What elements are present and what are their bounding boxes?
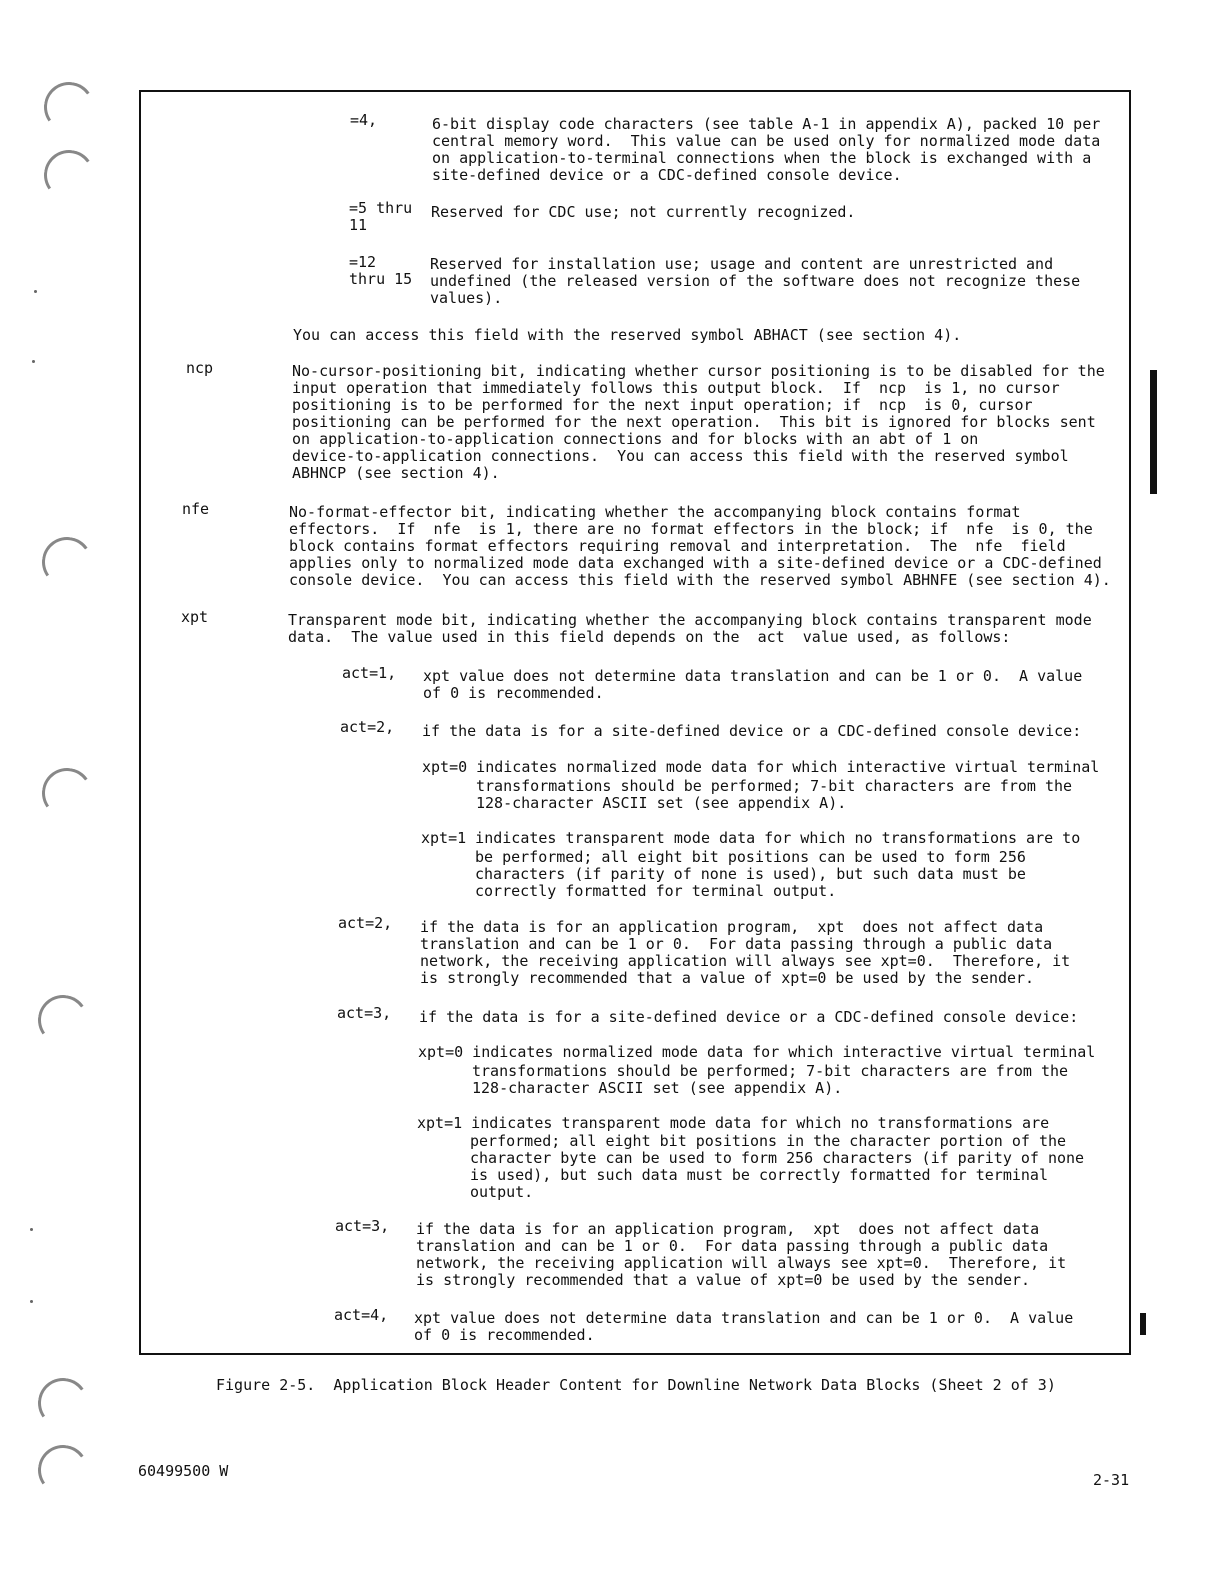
xpt-case-label: act=3, (337, 1004, 392, 1022)
text-line: Transparent mode bit, indicating whether the accompanying block contains transparent mode (288, 611, 1092, 629)
text-line: transformations should be performed; 7-bit characters are from the (472, 1062, 1069, 1080)
text-line: 128-character ASCII set (see appendix A). (476, 794, 847, 812)
text-line: applies only to normalized mode data exchanged with a site-defined device or a CDC-defined (289, 554, 1102, 572)
field-description-nfe (289, 504, 1111, 589)
text-line: be performed; all eight bit positions can be used to form 256 (475, 848, 1026, 866)
text-line: data. The value used in this field depends on the act value used, as follows: (288, 628, 1011, 646)
text-line: Reserved for installation use; usage and content are unrestricted and (430, 255, 1054, 273)
xpt-case-description: if the data is for a site-defined device or a CDC-defined console device: (422, 722, 1082, 740)
act-value-description (430, 256, 1080, 307)
xpt-case-label: act=4, (334, 1306, 389, 1324)
text-line: No-format-effector bit, indicating whether the accompanying block contains format (289, 503, 1021, 521)
abhact-note: You can access this field with the reserved symbol ABHACT (see section 4). (293, 326, 962, 344)
xpt-case-label: act=2, (340, 718, 395, 736)
change-bar (1150, 370, 1157, 494)
figure-caption: Figure 2-5. Application Block Header Content for Downline Network Data Blocks (Sheet 2 of 3) (216, 1376, 1056, 1394)
text-line: ABHNCP (see section 4). (292, 464, 500, 482)
text-line: 6-bit display code characters (see table A-1 in appendix A), packed 10 per (432, 115, 1101, 133)
binder-hole (38, 764, 96, 822)
text-line: values). (430, 289, 503, 307)
sub-case-continuation (475, 849, 1026, 900)
text-line: correctly formatted for terminal output. (475, 882, 837, 900)
text-line: positioning is to be performed for the next input operation; if ncp is 0, cursor (292, 396, 1033, 414)
binder-hole (40, 78, 98, 136)
text-line: on application-to-terminal connections when the block is exchanged with a (432, 149, 1092, 167)
text-line: on application-to-application connections and for blocks with an abt of 1 on (292, 430, 979, 448)
act-value-label (349, 200, 412, 234)
text-line: 11 (349, 216, 368, 234)
sub-case-first-line: xpt=0 indicates normalized mode data for which interactive virtual terminal (422, 758, 1100, 776)
sub-case-continuation (476, 778, 1072, 812)
binder-hole (38, 533, 96, 591)
text-line: device-to-application connections. You can access this field with the reserved symbol (292, 447, 1069, 465)
change-bar (1140, 1313, 1146, 1335)
sub-case-continuation (472, 1063, 1068, 1097)
document-number: 60499500 W (138, 1462, 229, 1480)
field-name-xpt: xpt (181, 608, 209, 626)
sub-case-continuation (470, 1133, 1084, 1201)
act-value-label (349, 254, 412, 288)
act-value-description: Reserved for CDC use; not currently recognized. (431, 203, 856, 221)
text-line: =12 (349, 253, 377, 271)
xpt-case-label: act=2, (338, 914, 393, 932)
scan-speck (32, 360, 35, 363)
field-name-ncp: ncp (186, 359, 214, 377)
text-line: central memory word. This value can be used only for normalized mode data (432, 132, 1101, 150)
text-line: network, the receiving application will always see xpt=0. Therefore, it (420, 952, 1071, 970)
text-line: No-cursor-positioning bit, indicating whether cursor positioning is to be disabled for the (292, 362, 1105, 380)
act-value-label: =4, (350, 111, 378, 129)
text-line: xpt value does not determine data translation and can be 1 or 0. A value (423, 667, 1083, 685)
sub-case-first-line: xpt=1 indicates transparent mode data for which no transformations are to (421, 829, 1081, 847)
xpt-case-label: act=1, (342, 664, 397, 682)
text-line: block contains format effectors requiring removal and interpretation. The nfe field (289, 537, 1066, 555)
text-line: input operation that immediately follows this output block. If ncp is 1, no cursor (292, 379, 1060, 397)
scan-speck (30, 1228, 33, 1231)
text-line: output. (470, 1183, 534, 1201)
act-value-description (432, 116, 1100, 184)
page-number: 2-31 (1093, 1471, 1130, 1489)
text-line: effectors. If nfe is 1, there are no format effectors in the block; if nfe is 0, the (289, 520, 1093, 538)
text-line: 128-character ASCII set (see appendix A). (472, 1079, 843, 1097)
text-line: is used), but such data must be correctly formatted for terminal (470, 1166, 1048, 1184)
scan-speck (34, 290, 37, 293)
text-line: console device. You can access this field with the reserved symbol ABHNFE (see section 4). (289, 571, 1111, 589)
text-line: if the data is for an application program, xpt does not affect data (416, 1220, 1040, 1238)
xpt-case-description (414, 1310, 1073, 1344)
text-line: undefined (the released version of the software does not recognize these (430, 272, 1081, 290)
scan-speck (30, 1300, 33, 1303)
xpt-case-description (416, 1221, 1066, 1289)
xpt-case-description (420, 919, 1070, 987)
text-line: site-defined device or a CDC-defined console device. (432, 166, 902, 184)
text-line: xpt value does not determine data translation and can be 1 or 0. A value (414, 1309, 1074, 1327)
xpt-case-description: if the data is for a site-defined device or a CDC-defined console device: (419, 1008, 1079, 1026)
field-description-ncp (292, 363, 1105, 482)
text-line: is strongly recommended that a value of xpt=0 be used by the sender. (420, 969, 1035, 987)
text-line: =5 thru (349, 199, 413, 217)
text-line: character byte can be used to form 256 characters (if parity of none (470, 1149, 1085, 1167)
text-line: positioning can be performed for the next operation. This bit is ignored for blocks sent (292, 413, 1096, 431)
text-line: thru 15 (349, 270, 413, 288)
text-line: characters (if parity of none is used), but such data must be (475, 865, 1026, 883)
text-line: of 0 is recommended. (414, 1326, 595, 1344)
text-line: performed; all eight bit positions in the character portion of the (470, 1132, 1067, 1150)
text-line: is strongly recommended that a value of xpt=0 be used by the sender. (416, 1271, 1031, 1289)
binder-hole (40, 146, 98, 204)
text-line: if the data is for an application program, xpt does not affect data (420, 918, 1044, 936)
binder-hole (34, 991, 92, 1049)
sub-case-first-line: xpt=0 indicates normalized mode data for which interactive virtual terminal (418, 1043, 1096, 1061)
binder-hole (34, 1441, 92, 1499)
text-line: translation and can be 1 or 0. For data passing through a public data (416, 1237, 1049, 1255)
text-line: network, the receiving application will always see xpt=0. Therefore, it (416, 1254, 1067, 1272)
xpt-case-label: act=3, (335, 1217, 390, 1235)
xpt-case-description (423, 668, 1082, 702)
text-line: transformations should be performed; 7-bit characters are from the (476, 777, 1073, 795)
sub-case-first-line: xpt=1 indicates transparent mode data for which no transformations are (417, 1114, 1050, 1132)
field-description-xpt (288, 612, 1092, 646)
text-line: of 0 is recommended. (423, 684, 604, 702)
binder-hole (34, 1374, 92, 1432)
field-name-nfe: nfe (182, 500, 210, 518)
text-line: translation and can be 1 or 0. For data passing through a public data (420, 935, 1053, 953)
